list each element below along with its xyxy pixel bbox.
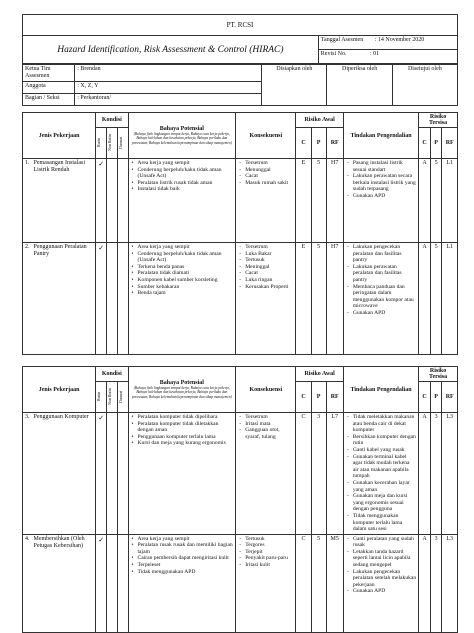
checked-by: Diperiksa oleh: [327, 65, 392, 106]
hazard-list: [131, 536, 234, 576]
team-lead-value: : Brendan: [75, 65, 262, 82]
date-label: Tanggal Asesmen: [320, 37, 364, 43]
residual-p: 3: [430, 534, 442, 632]
hazard-list-item: • Instalasi tidak baik: [138, 186, 234, 193]
hazard-row: [23, 534, 458, 632]
routine-cell: [96, 534, 107, 632]
control-list: [346, 244, 416, 317]
consequence-list-item: - Tertusuk: [245, 257, 293, 264]
consequence-list-item: - Cacat: [245, 270, 293, 277]
hazard-row: [23, 159, 458, 243]
hazard-list-item: • Terpeleset: [138, 562, 234, 569]
hazard-list-item: • Cairan pembersih dapat mengiritasi kulit: [138, 555, 234, 562]
control-list-item: - Gunakan APD: [353, 193, 416, 200]
hazard-list-item: • Cenderung berpeluh/kaku tidak aman (Unsafe Act): [138, 251, 234, 264]
initial-p: 3: [311, 413, 326, 535]
routine-cell: [96, 243, 107, 355]
prepared-by: Disiapkan oleh: [262, 65, 327, 106]
residual-c: A: [419, 243, 431, 355]
consequence-list-item: - Gangguan otot, syaraf, tulang: [245, 427, 293, 440]
header-table: [22, 14, 458, 64]
routine-check-icon: ✓: [98, 535, 105, 544]
consequence-list: [238, 160, 293, 186]
job-number: 2.: [25, 244, 30, 250]
team-lead-label: Ketua Tim Assesmen: [23, 65, 75, 82]
emergency-cell: [117, 413, 128, 535]
consequence-list-item: - Penyakit paru-paru: [245, 555, 293, 562]
col-p: P: [311, 128, 326, 159]
col-hazard-title: Bahaya Potensial: [159, 380, 204, 387]
residual-rf: L3: [442, 534, 458, 632]
col-non-routine: Non Rutin: [106, 388, 112, 406]
control-list-item: - Gunakan APD: [353, 310, 416, 317]
col-initial-risk: Risiko Awal: [296, 113, 343, 128]
col-c: C: [296, 128, 311, 159]
initial-rf: H7: [326, 159, 343, 243]
col-rf: RF: [326, 128, 343, 159]
col-consequence: Konsekuensi: [236, 367, 296, 413]
col-rp: P: [430, 382, 442, 413]
control-cell: [343, 534, 418, 632]
control-list-item: - Tidak meletakkan makanan atau benda cair di dekat komputer: [353, 414, 416, 434]
col-control: Tindakan Pengendalian: [343, 113, 418, 159]
control-cell: [343, 243, 418, 355]
col-rc: C: [419, 382, 431, 413]
col-rc: C: [419, 128, 431, 159]
hazard-list-item: • Peralatan komputer tidak dipelihara: [138, 414, 234, 421]
consequence-list: [238, 536, 293, 569]
consequence-list-item: - Tergores: [245, 542, 293, 549]
col-hazard-title: Bahaya Potensial: [159, 126, 204, 133]
consequence-list: [238, 414, 293, 440]
control-list-item: - Lakukan perawatan secara berkala instalasi listrik yang sudah terpasang: [353, 173, 416, 193]
col-routine: Rutin: [96, 392, 102, 402]
hazard-list-item: • Area kerja yang sempit: [138, 160, 234, 167]
col-job: Jenis Pekerjaan: [23, 367, 96, 413]
consequence-list-item: - Menunggal: [245, 167, 293, 174]
col-initial-risk: Risiko Awal: [296, 367, 343, 382]
control-list-item: - Gunakan meja dan kursi yang ergonomis sesuai dengan pengguna: [353, 493, 416, 513]
consequence-list-item: - Terjepit: [245, 549, 293, 556]
routine-check-icon: ✓: [98, 244, 105, 252]
job-number: 4.: [25, 535, 30, 542]
control-list-item: - Letakkan tanda hazard seperti lantai licin apabila sedang mengepel: [353, 549, 416, 569]
date-value: : 14 November 2020: [374, 37, 425, 43]
col-condition: Kondisi: [96, 367, 128, 382]
control-cell: [343, 413, 418, 535]
routine-cell: [96, 413, 107, 535]
company-name: PT. RCSI: [23, 15, 458, 36]
residual-p: 5: [430, 159, 442, 243]
hazard-row: [23, 243, 458, 355]
non-routine-cell: [106, 159, 117, 243]
col-job: Jenis Pekerjaan: [23, 113, 96, 159]
control-list: [346, 536, 416, 595]
consequence-list-item: - Luka Bakar: [245, 251, 293, 258]
col-consequence: Konsekuensi: [236, 113, 296, 159]
residual-p: 5: [430, 243, 442, 355]
residual-p: 3: [430, 413, 442, 535]
hazard-cell: [128, 413, 236, 535]
revision-label: Revisi No.: [320, 51, 347, 57]
consequence-list-item: - Tersetrum: [245, 244, 293, 251]
section-label: Bagian / Seksi: [23, 94, 75, 106]
rows-page-1: [23, 159, 458, 355]
col-hazard: [128, 367, 236, 413]
hazard-cell: [128, 159, 236, 243]
control-list-item: - Lakukan pengecekan peralatan dan fasilitas pantry: [353, 244, 416, 264]
residual-rf: L3: [442, 413, 458, 535]
routine-cell: [96, 159, 107, 243]
col-hazard-sub: (Bahaya fisik lingkungan tempat kerja, Bahaya cara kerja pekerja, Bahaya kelelahan dan kesehatan pekerja, Bahaya perilaku dan perawatan, Bahaya kelemahan kepemimpinan dan sikap manajemen): [131, 132, 232, 145]
residual-rf: L1: [442, 243, 458, 355]
initial-c: C: [296, 534, 311, 632]
consequence-list-item: - Cacat: [245, 173, 293, 180]
hirac-table-1: [22, 112, 458, 355]
emergency-cell: [117, 534, 128, 632]
job-number: 1.: [25, 160, 30, 166]
control-list-item: - Gunakan kecerahan layar yang aman: [353, 480, 416, 493]
non-routine-cell: [106, 413, 117, 535]
members-value: : X, Z, Y: [75, 82, 262, 94]
col-emergency: Darurat: [117, 136, 123, 150]
job-name: Penggunaan Komputer: [33, 414, 89, 420]
initial-c: E: [296, 243, 311, 355]
control-list-item: - Lakukan pengecekan peralatan setelah melakukan pekerjaan: [353, 569, 416, 589]
job-wrap: [25, 536, 93, 550]
control-list-item: - Membaca panduan dan peringatan dalam menggunakan kompor atau microwave: [353, 284, 416, 310]
team-table: [22, 64, 458, 106]
initial-rf: L7: [326, 413, 343, 535]
col-c: C: [296, 382, 311, 413]
job-cell: [23, 243, 96, 355]
col-routine: Rutin: [96, 138, 102, 148]
col-p: P: [311, 382, 326, 413]
revision-cell: [318, 50, 457, 64]
residual-rf: L1: [442, 159, 458, 243]
job-cell: [23, 534, 96, 632]
hazard-list-item: • Sumber kebakaran: [138, 284, 234, 291]
hazard-list-item: • Komponen kabel sumber korsleting: [138, 277, 234, 284]
non-routine-cell: [106, 534, 117, 632]
hazard-list-item: • Peralatan listrik rusak tidak aman: [138, 180, 234, 187]
control-list-item: - Pasang instalasi listrik sesuai standart: [353, 160, 416, 173]
emergency-cell: [117, 243, 128, 355]
control-list: [346, 160, 416, 200]
consequence-cell: [236, 413, 296, 535]
section-value: : Perkantoran/: [75, 94, 262, 106]
consequence-list-item: - Tersetrum: [245, 414, 293, 421]
hazard-list-item: • Benda tajam: [138, 290, 234, 297]
hirac-page-1: [22, 14, 458, 316]
hazard-list-item: • Tidak menggunakan APD: [138, 569, 234, 576]
document-title: Hazard Identification, Risk Assessment & Control (HIRAC): [23, 36, 319, 64]
hazard-list-item: • Terkena benda panas: [138, 264, 234, 271]
consequence-list-item: - Tersetrum: [245, 160, 293, 167]
consequence-list-item: - Iritasi mata: [245, 421, 293, 428]
job-name: Penggunaan Peralatan Pantry: [33, 244, 87, 257]
control-cell: [343, 159, 418, 243]
hazard-list-item: • Penggunaan komputer terlalu lama: [138, 434, 234, 441]
consequence-cell: [236, 243, 296, 355]
hazard-list-item: • Peralatan komputer tidak diletakkan dengan aman: [138, 421, 234, 434]
hazard-cell: [128, 534, 236, 632]
control-list-item: - Gunakan APD: [353, 588, 416, 595]
hazard-list-item: • Cenderung berpeluh/kaku tidak aman (Unsafe Act): [138, 167, 234, 180]
hazard-list-item: • Area kerja yang sempit: [138, 536, 234, 543]
consequence-list: [238, 244, 293, 290]
job-name: Membersihkan (Oleh Petugas Kebersihan): [33, 535, 85, 549]
control-list-item: - Bersihkan komputer dengan rutin: [353, 434, 416, 447]
routine-check-icon: ✓: [98, 160, 105, 168]
revision-value: : 01: [369, 51, 380, 57]
consequence-list-item: - Tertusuk: [245, 536, 293, 543]
hazard-list: [131, 160, 234, 193]
hazard-list: [131, 414, 234, 447]
consequence-list-item: - Masuk rumah sakit: [245, 180, 293, 187]
hazard-list-item: • Area kerja yang sempit: [138, 244, 234, 251]
col-emergency: Darurat: [117, 390, 123, 404]
hazard-cell: [128, 243, 236, 355]
col-control: Tindakan Pengendalian: [343, 367, 418, 413]
col-rrf: RF: [442, 382, 458, 413]
col-rp: P: [430, 128, 442, 159]
initial-c: C: [296, 413, 311, 535]
hazard-list: [131, 244, 234, 297]
non-routine-cell: [106, 243, 117, 355]
initial-rf: H7: [326, 243, 343, 355]
job-wrap: [25, 244, 93, 258]
initial-p: 5: [311, 159, 326, 243]
job-cell: [23, 413, 96, 535]
consequence-cell: [236, 159, 296, 243]
consequence-cell: [236, 534, 296, 632]
control-list: [346, 414, 416, 533]
col-hazard: [128, 113, 236, 159]
job-wrap: [25, 414, 93, 421]
control-list-item: - Tidak menggunakan komputer terlalu lama dalam satu sesi: [353, 513, 416, 533]
job-cell: [23, 159, 96, 243]
col-condition: Kondisi: [96, 113, 128, 128]
job-number: 3.: [25, 414, 30, 420]
col-non-routine: Non Rutin: [106, 134, 112, 152]
rows-page-2: [23, 413, 458, 633]
control-list-item: - Ganti kabel yang rusak: [353, 447, 416, 454]
consequence-list-item: - Luka ringan: [245, 277, 293, 284]
consequence-list-item: - Kerusakan Properti: [245, 284, 293, 291]
hazard-list-item: • Peralatan rusak rusak dan memiliki bagian tajam: [138, 542, 234, 555]
job-name: Pemasangan Instalasi Listrik Rendah: [33, 160, 85, 173]
members-label: Anggota: [23, 82, 75, 94]
control-list-item: - Ganti peralatan yang sudah rusak: [353, 536, 416, 549]
date-cell: [318, 36, 457, 50]
col-residual-risk: Risiko Tersisa: [419, 113, 458, 128]
initial-rf: M5: [326, 534, 343, 632]
col-residual-risk: Risiko Tersisa: [419, 367, 458, 382]
initial-p: 5: [311, 243, 326, 355]
hirac-table-2: [22, 366, 458, 633]
hazard-list-item: • Peralatan tidak diamati: [138, 270, 234, 277]
hazard-row: [23, 413, 458, 535]
consequence-list-item: - Meninggal: [245, 264, 293, 271]
initial-p: 5: [311, 534, 326, 632]
col-hazard-sub: (Bahaya fisik lingkungan tempat kerja, Bahaya cara kerja pekerja, Bahaya kelelahan dan kesehatan pekerja, Bahaya perilaku dan perawatan, Bahaya kelemahan kepemimpinan dan sikap manajemen): [131, 386, 232, 399]
job-wrap: [25, 160, 93, 174]
col-rrf: RF: [442, 128, 458, 159]
consequence-list-item: - Iritasi kulit: [245, 562, 293, 569]
col-rf: RF: [326, 382, 343, 413]
routine-check-icon: ✓: [98, 414, 105, 422]
hirac-page-2: [22, 366, 458, 614]
residual-c: A: [419, 534, 431, 632]
residual-c: A: [419, 413, 431, 535]
control-list-item: - Gunakan terminal kabel agar tidak mudah terkena air atau makanan apabila tumpah: [353, 454, 416, 480]
initial-c: E: [296, 159, 311, 243]
control-list-item: - Lakukan perawatan peralatan dan fasilitas pantry: [353, 264, 416, 284]
hazard-list-item: • Kursi dan meja yang kurang ergonomis: [138, 440, 234, 447]
emergency-cell: [117, 159, 128, 243]
approved-by: Disetujui oleh: [392, 65, 457, 106]
residual-c: A: [419, 159, 431, 243]
